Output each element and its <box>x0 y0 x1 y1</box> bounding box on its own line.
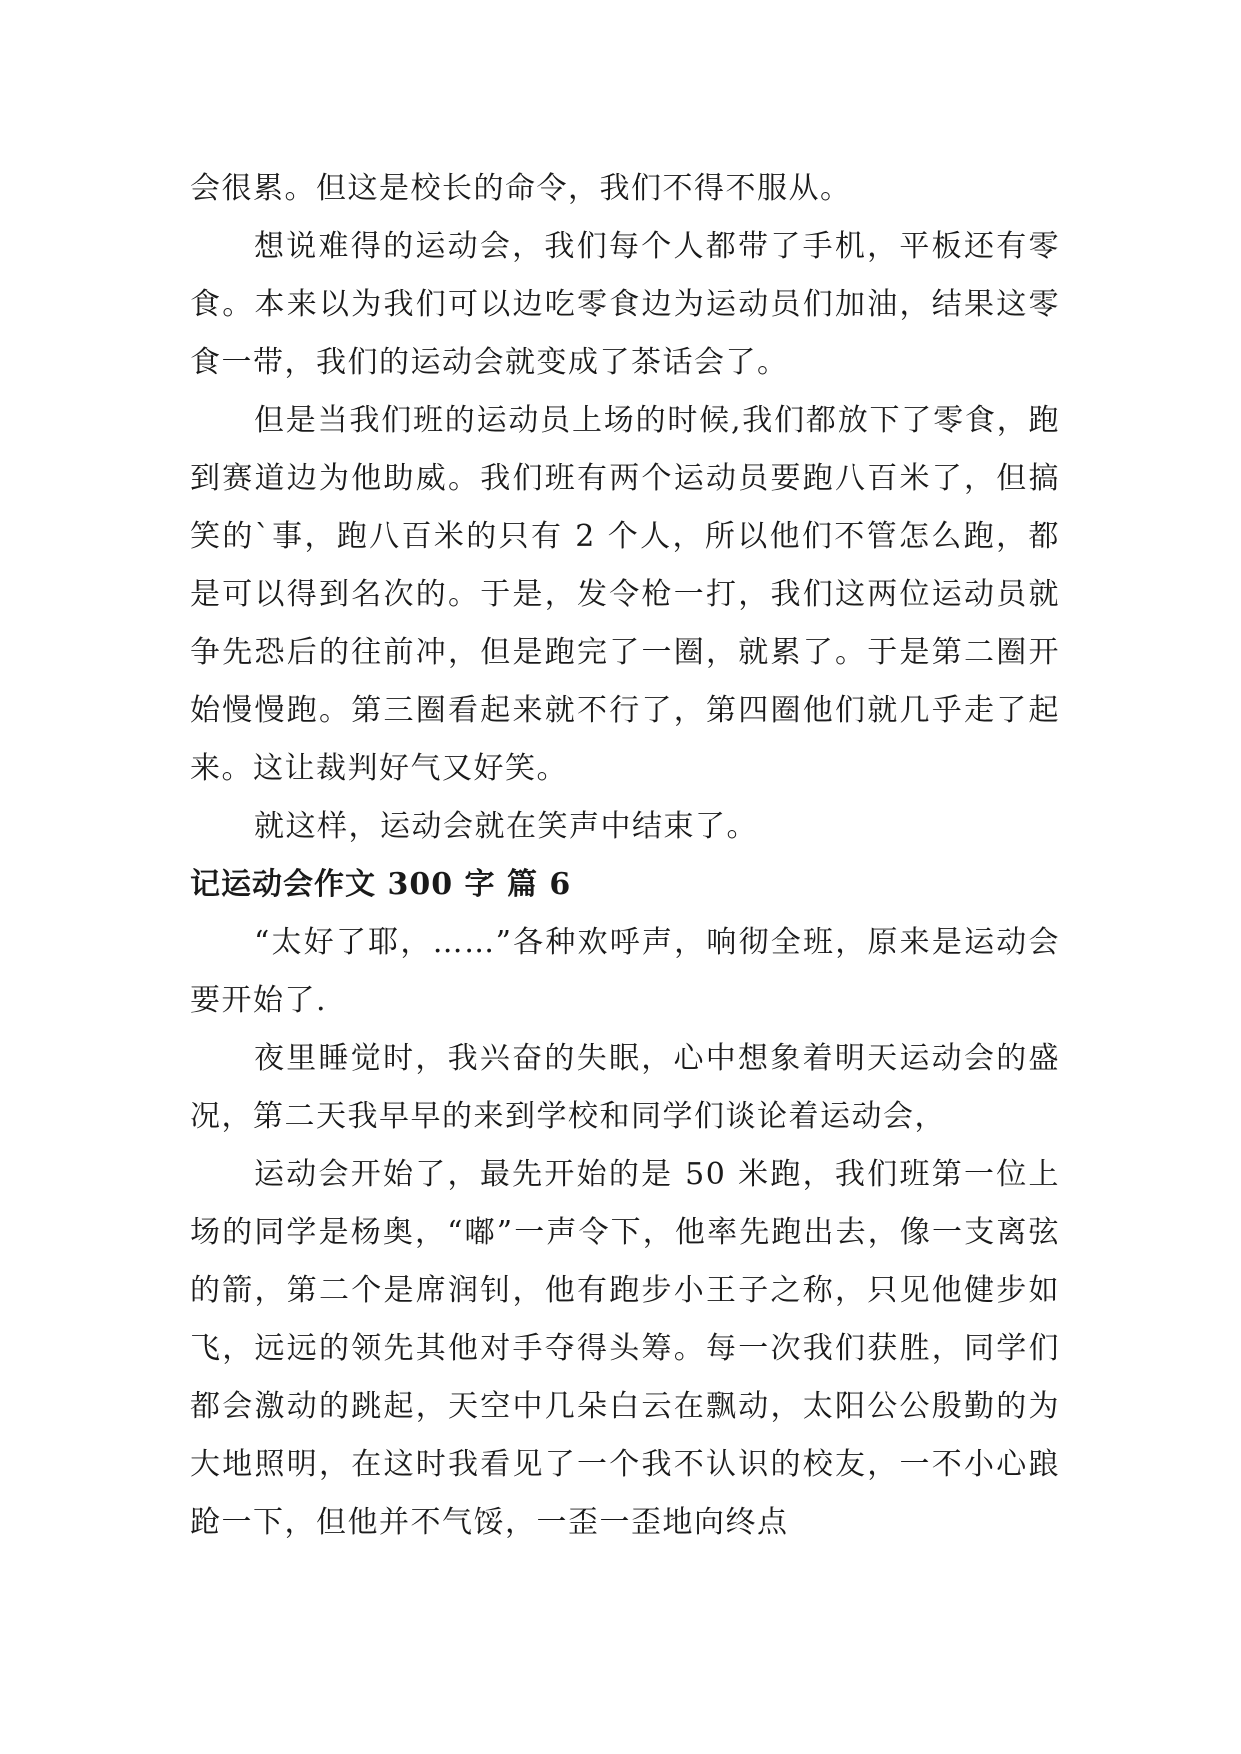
paragraph-5: “太好了耶，……”各种欢呼声，响彻全班，原来是运动会要开始了. <box>190 925 1060 1018</box>
paragraph-2: 想说难得的运动会，我们每个人都带了手机，平板还有零食。本来以为我们可以边吃零食边为运动员们加油，结果这零食一带，我们的运动会就变成了茶话会了。 <box>190 229 1060 380</box>
paragraph-6: 夜里睡觉时，我兴奋的失眠，心中想象着明天运动会的盛况，第二天我早早的来到学校和同学们谈论着运动会， <box>190 1041 1060 1134</box>
document-body <box>190 160 1060 1552</box>
paragraph-1: 会很累。但这是校长的命令，我们不得不服从。 <box>190 171 852 206</box>
paragraph-3: 但是当我们班的运动员上场的时候,我们都放下了零食，跑到赛道边为他助威。我们班有两个运动员要跑八百米了，但搞笑的`事，跑八百米的只有 2 个人，所以他们不管怎么跑，都是可以得到名次的。于是，发令枪一打，我们这两位运动员就争先恐后的往前冲，但是跑完了一圈，就累了。于是第二圈开始慢慢跑。第三圈看起来就不行了，第四圈他们就几乎走了起来。这让裁判好气又好笑。 <box>190 403 1060 786</box>
section-heading: 记运动会作文 300 字 篇 6 <box>190 867 572 902</box>
paragraph-7: 运动会开始了，最先开始的是 50 米跑，我们班第一位上场的同学是杨奥，“嘟”一声令下，他率先跑出去，像一支离弦的箭，第二个是席润钊，他有跑步小王子之称，只见他健步如飞，远远的领先其他对手夺得头筹。每一次我们获胜，同学们都会激动的跳起，天空中几朵白云在飘动，太阳公公殷勤的为大地照明，在这时我看见了一个我不认识的校友，一不小心踉跄一下，但他并不气馁，一歪一歪地向终点 <box>190 1157 1060 1540</box>
paragraph-4: 就这样，运动会就在笑声中结束了。 <box>254 809 758 844</box>
